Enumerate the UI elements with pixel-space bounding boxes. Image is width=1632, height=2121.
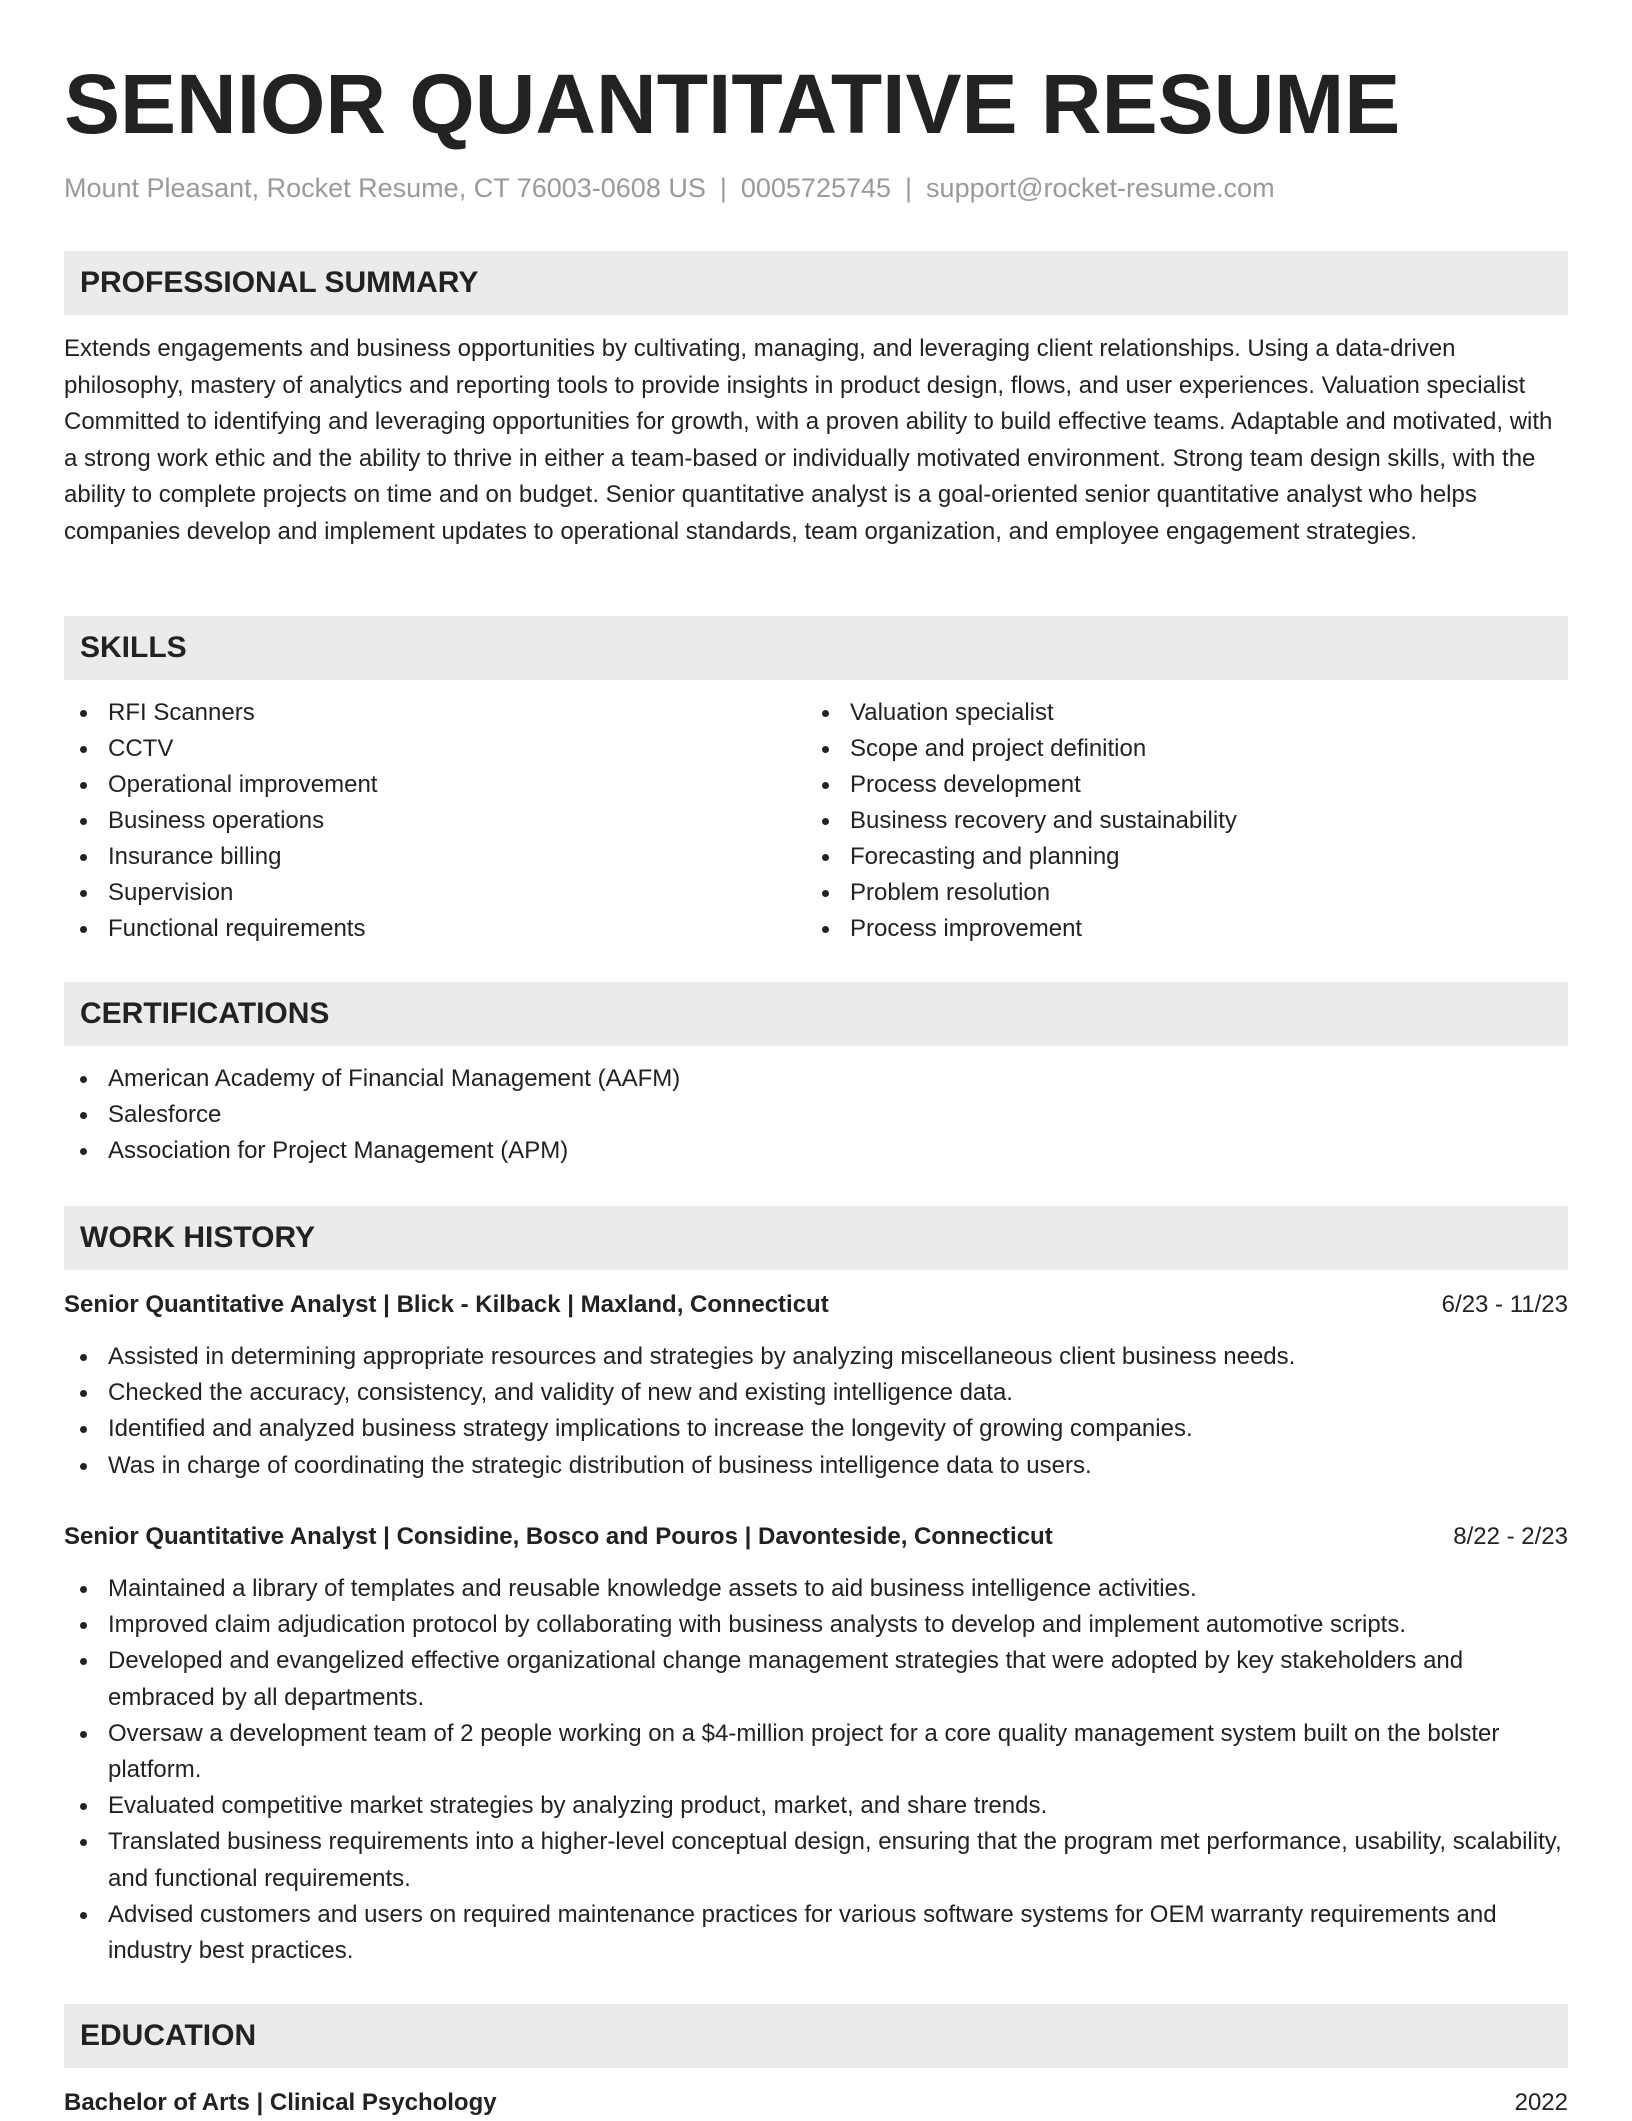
contact-separator: | — [905, 173, 913, 203]
job-dates: 8/22 - 2/23 — [1453, 1523, 1568, 1550]
contact-address: Mount Pleasant, Rocket Resume, CT 76003-0608 US — [64, 173, 706, 203]
skill-item: Functional requirements — [64, 911, 806, 947]
certification-item: Association for Project Management (APM) — [64, 1133, 1568, 1169]
certifications-heading: CERTIFICATIONS — [64, 982, 1568, 1046]
skill-item: Forecasting and planning — [806, 839, 1548, 875]
resume-name: SENIOR QUANTITATIVE RESUME — [64, 57, 1401, 151]
job-bullet: Was in charge of coordinating the strategic distribution of business intelligence data to users. — [64, 1448, 1568, 1484]
work-heading: WORK HISTORY — [64, 1206, 1568, 1270]
job-header — [64, 1519, 1568, 1555]
job-title: Senior Quantitative Analyst | Considine, Bosco and Pouros | Davonteside, Connecticut — [64, 1523, 1053, 1550]
skills-section — [64, 616, 1568, 947]
skill-item: Scope and project definition — [806, 731, 1548, 767]
resume-page — [64, 52, 1568, 2116]
job-bullets — [64, 1571, 1568, 1969]
job-bullets — [64, 1339, 1568, 1484]
skills-list-right — [806, 695, 1548, 947]
job-header — [64, 1287, 1568, 1323]
skill-item: Problem resolution — [806, 875, 1548, 911]
skills-heading: SKILLS — [64, 616, 1568, 680]
job-bullet: Developed and evangelized effective organizational change management strategies that were adopted by key stakeholders and embraced by all departments. — [64, 1643, 1568, 1715]
job-title: Senior Quantitative Analyst | Blick - Kilback | Maxland, Connecticut — [64, 1291, 829, 1318]
job-bullet: Advised customers and users on required maintenance practices for various software systems for OEM warranty requirements and industry best practices. — [64, 1897, 1568, 1969]
education-year: 2022 — [1514, 2089, 1568, 2116]
job-bullet: Checked the accuracy, consistency, and validity of new and existing intelligence data. — [64, 1375, 1568, 1411]
education-section — [64, 2004, 1568, 2121]
skill-item: Valuation specialist — [806, 695, 1548, 731]
summary-section — [64, 251, 1568, 550]
skill-item: Process development — [806, 767, 1548, 803]
skill-item: Process improvement — [806, 911, 1548, 947]
job-bullet: Translated business requirements into a higher-level conceptual design, ensuring that the program met performance, usability, scalability, and functional requirements. — [64, 1824, 1568, 1896]
job-bullet: Evaluated competitive market strategies by analyzing product, market, and share trends. — [64, 1788, 1568, 1824]
skill-item: Business operations — [64, 803, 806, 839]
skill-item: Operational improvement — [64, 767, 806, 803]
certifications-list — [64, 1061, 1568, 1169]
job-bullet: Maintained a library of templates and reusable knowledge assets to aid business intelligence activities. — [64, 1571, 1568, 1607]
work-section — [64, 1206, 1568, 1270]
certifications-section — [64, 982, 1568, 1169]
job-entry — [64, 1519, 1568, 1969]
education-degree: Bachelor of Arts | Clinical Psychology — [64, 2089, 497, 2116]
skill-item: CCTV — [64, 731, 806, 767]
job-dates: 6/23 - 11/23 — [1441, 1291, 1568, 1318]
skills-grid — [64, 695, 1568, 947]
job-entry — [64, 1287, 1568, 1484]
summary-heading: PROFESSIONAL SUMMARY — [64, 251, 1568, 315]
skills-list-left — [64, 695, 806, 947]
skill-item: Supervision — [64, 875, 806, 911]
contact-phone: 0005725745 — [740, 173, 892, 203]
skill-item: RFI Scanners — [64, 695, 806, 731]
contact-email: support@rocket-resume.com — [926, 173, 1275, 203]
job-bullet: Improved claim adjudication protocol by collaborating with business analysts to develop and implement automotive scripts. — [64, 1607, 1568, 1643]
job-bullet: Identified and analyzed business strategy implications to increase the longevity of growing companies. — [64, 1411, 1568, 1447]
contact-line — [64, 170, 1568, 206]
job-bullet: Oversaw a development team of 2 people working on a $4-million project for a core quality management system built on the bolster platform. — [64, 1716, 1568, 1788]
certification-item: American Academy of Financial Management (AAFM) — [64, 1061, 1568, 1097]
summary-text: Extends engagements and business opportunities by cultivating, managing, and leveraging client relationships. Using a data-driven philosophy, mastery of analytics and reporting tools to provide insights in product design, flows, and user experiences. Valuation specialist Committed to identifying and leveraging opportunities for growth, with a proven ability to build effective teams. Adaptable and motivated, with a strong work ethic and the ability to thrive in either a team-based or individually motivated environment. Strong team design skills, with the ability to complete projects on time and on budget. Senior quantitative analyst is a goal-oriented senior quantitative analyst who helps companies develop and implement updates to operational standards, team organization, and employee engagement strategies. — [64, 335, 1553, 545]
certification-item: Salesforce — [64, 1097, 1568, 1133]
skill-item: Insurance billing — [64, 839, 806, 875]
skill-item: Business recovery and sustainability — [806, 803, 1548, 839]
education-entry — [64, 2085, 1568, 2121]
education-heading: EDUCATION — [64, 2004, 1568, 2068]
contact-separator: | — [719, 173, 727, 203]
job-bullet: Assisted in determining appropriate resources and strategies by analyzing miscellaneous client business needs. — [64, 1339, 1568, 1375]
